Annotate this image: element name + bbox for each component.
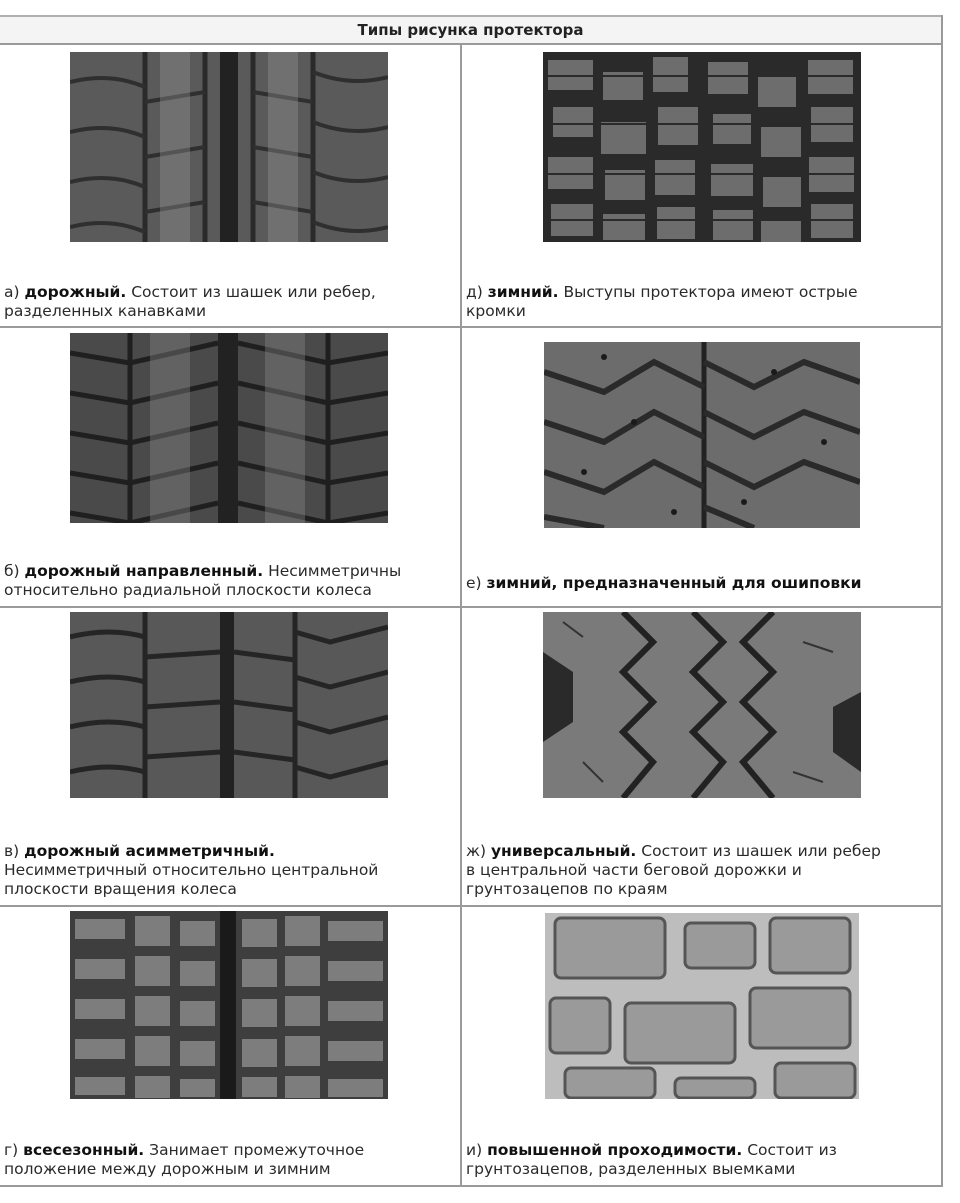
caption-e: е) зимний, предназначенный для ошиповки: [466, 574, 862, 592]
caption-b: б) дорожный направленный. Несимметричны относительно радиальной плоскости колеса: [4, 562, 402, 599]
tread-road-photo: [70, 52, 388, 242]
caption-v: в) дорожный асимметричный. Несимметричный относительно центральной плоскости вращения колеса: [4, 842, 379, 898]
row-divider: [0, 326, 941, 328]
row-divider: [0, 905, 941, 907]
caption-d: д) зимний. Выступы протектора имеют острые кромки: [466, 283, 858, 320]
tread-directional-photo: [70, 333, 388, 523]
row-divider: [0, 606, 941, 608]
tread-asymmetric-photo: [70, 612, 388, 798]
column-divider: [460, 45, 462, 1185]
caption-zh: ж) универсальный. Состоит из шашек или ребер в центральной части беговой дорожки и грунтозацепов по краям: [466, 842, 881, 898]
table-title: Типы рисунка протектора: [0, 15, 941, 45]
caption-i: и) повышенной проходимости. Состоит из грунтозацепов, разделенных выемками: [466, 1141, 837, 1178]
caption-g: г) всесезонный. Занимает промежуточное положение между дорожным и зимним: [4, 1141, 365, 1178]
tread-stud-photo: [544, 342, 860, 528]
tread-types-table: [0, 15, 943, 1187]
caption-a: а) дорожный. Состоит из шашек или ребер, разделенных канавками: [4, 283, 376, 320]
tread-allseason-photo: [70, 911, 388, 1099]
tread-winter-photo: [543, 52, 861, 242]
tread-offroad-photo: [545, 913, 859, 1099]
tread-universal-photo: [543, 612, 861, 798]
